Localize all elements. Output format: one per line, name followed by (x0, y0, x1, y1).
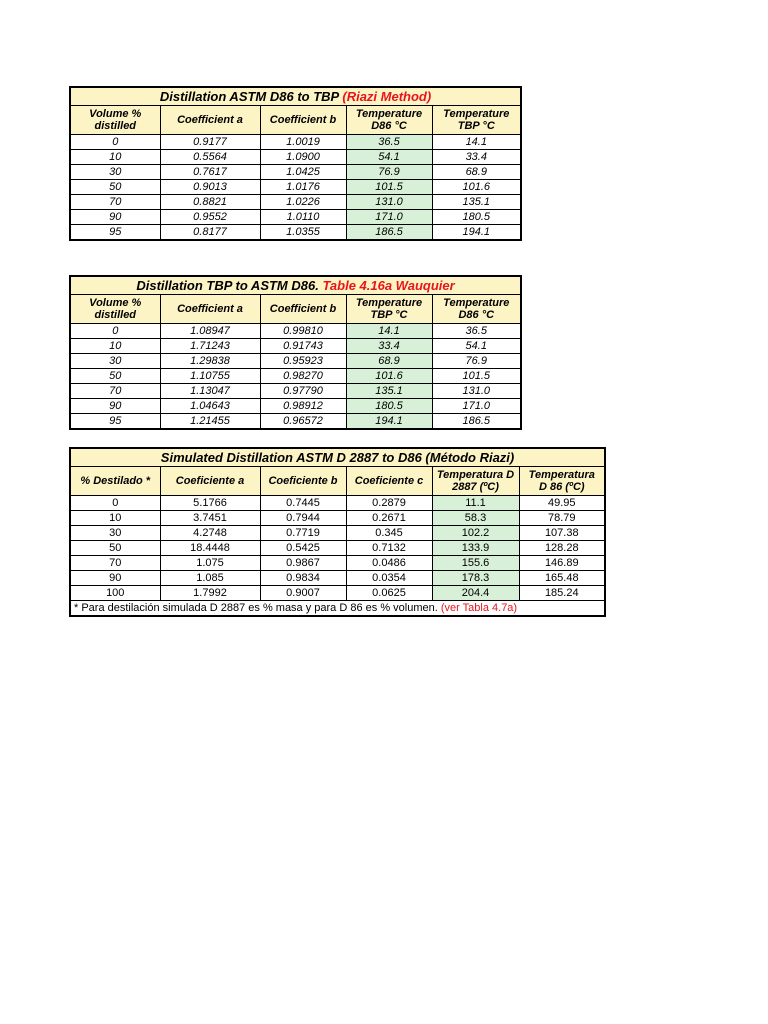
table-cell: 102.2 (432, 526, 519, 541)
table-row (70, 384, 521, 399)
table-row (70, 210, 521, 225)
table-cell: 95 (70, 225, 160, 241)
table-title: Distillation ASTM D86 to TBP (Riazi Method) (70, 87, 521, 106)
table-cell: 1.0226 (260, 195, 346, 210)
table-row (70, 180, 521, 195)
header-row (70, 106, 521, 135)
table-cell: 185.24 (519, 586, 605, 601)
table-cell: 0.5425 (260, 541, 346, 556)
table-row (70, 195, 521, 210)
table-cell: 135.1 (432, 195, 521, 210)
table-cell: 1.0176 (260, 180, 346, 195)
table-cell: 1.29838 (160, 354, 260, 369)
table-cell: 128.28 (519, 541, 605, 556)
table-cell: 14.1 (432, 135, 521, 150)
table-cell: 1.04643 (160, 399, 260, 414)
table-cell: 186.5 (432, 414, 521, 430)
table-cell: 18.4448 (160, 541, 260, 556)
table-cell: 78.79 (519, 511, 605, 526)
table-cell: 30 (70, 526, 160, 541)
table-cell: 146.89 (519, 556, 605, 571)
table-cell: 135.1 (346, 384, 432, 399)
table-body (70, 496, 605, 601)
table-cell: 95 (70, 414, 160, 430)
table-cell: 50 (70, 180, 160, 195)
table-d86-to-tbp (69, 86, 522, 241)
table-cell: 204.4 (432, 586, 519, 601)
table-row (70, 541, 605, 556)
column-header: Coeficiente c (346, 467, 432, 496)
table-cell: 1.71243 (160, 339, 260, 354)
table-cell: 0.2879 (346, 496, 432, 511)
table-cell: 0.95923 (260, 354, 346, 369)
table-cell: 180.5 (346, 399, 432, 414)
table-row (70, 496, 605, 511)
table-cell: 90 (70, 399, 160, 414)
table-cell: 194.1 (432, 225, 521, 241)
column-header: Temperatura D 86 (ºC) (519, 467, 605, 496)
table-row (70, 225, 521, 241)
table-cell: 171.0 (346, 210, 432, 225)
table-cell: 101.5 (346, 180, 432, 195)
table-cell: 101.5 (432, 369, 521, 384)
table-row (70, 135, 521, 150)
table-cell: 1.0019 (260, 135, 346, 150)
table-cell: 100 (70, 586, 160, 601)
table-cell: 0.9007 (260, 586, 346, 601)
column-header: Temperature D86 °C (432, 295, 521, 324)
table-cell: 0 (70, 135, 160, 150)
table-cell: 30 (70, 354, 160, 369)
table-d2887-to-d86 (69, 447, 606, 617)
table-row (70, 399, 521, 414)
table-row (70, 414, 521, 430)
table-row (70, 324, 521, 339)
table-cell: 70 (70, 556, 160, 571)
table-cell: 101.6 (346, 369, 432, 384)
table-cell: 90 (70, 210, 160, 225)
table-row (70, 511, 605, 526)
table-cell: 68.9 (432, 165, 521, 180)
table-cell: 131.0 (432, 384, 521, 399)
table-cell: 0.9013 (160, 180, 260, 195)
table-row (70, 165, 521, 180)
table-row (70, 556, 605, 571)
table-cell: 68.9 (346, 354, 432, 369)
table-cell: 36.5 (432, 324, 521, 339)
table-cell: 1.7992 (160, 586, 260, 601)
table-row (70, 586, 605, 601)
table-cell: 58.3 (432, 511, 519, 526)
table-tbp-to-d86 (69, 275, 522, 430)
table-cell: 1.10755 (160, 369, 260, 384)
table-cell: 0.0354 (346, 571, 432, 586)
table-title: Distillation TBP to ASTM D86. Table 4.16a Wauquier (70, 276, 521, 295)
table-cell: 180.5 (432, 210, 521, 225)
table-cell: 0.98270 (260, 369, 346, 384)
column-header: Temperature TBP °C (346, 295, 432, 324)
column-header: Temperatura D 2887 (ºC) (432, 467, 519, 496)
table-row (70, 354, 521, 369)
table-row (70, 150, 521, 165)
column-header: Coefficient a (160, 295, 260, 324)
table-cell: 0.97790 (260, 384, 346, 399)
table-cell: 165.48 (519, 571, 605, 586)
table-cell: 11.1 (432, 496, 519, 511)
table-cell: 0.5564 (160, 150, 260, 165)
table-cell: 1.21455 (160, 414, 260, 430)
table-cell: 1.0425 (260, 165, 346, 180)
column-header: Coefficient b (260, 295, 346, 324)
table-body (70, 324, 521, 430)
table-cell: 0.91743 (260, 339, 346, 354)
table-cell: 1.0355 (260, 225, 346, 241)
table-cell: 0.345 (346, 526, 432, 541)
table-cell: 14.1 (346, 324, 432, 339)
table-cell: 33.4 (432, 150, 521, 165)
table-row (70, 571, 605, 586)
header-row (70, 295, 521, 324)
column-header: Volume % distilled (70, 295, 160, 324)
table-cell: 178.3 (432, 571, 519, 586)
table-cell: 1.0900 (260, 150, 346, 165)
table-cell: 0.7617 (160, 165, 260, 180)
table-cell: 0.7944 (260, 511, 346, 526)
table-cell: 10 (70, 150, 160, 165)
table-cell: 0 (70, 324, 160, 339)
footnote: * Para destilación simulada D 2887 es % masa y para D 86 es % volumen. (ver Tabla 4.7a) (70, 601, 605, 617)
table-cell: 0.9867 (260, 556, 346, 571)
column-header: Temperature D86 °C (346, 106, 432, 135)
table-cell: 1.13047 (160, 384, 260, 399)
table-cell: 0.98912 (260, 399, 346, 414)
column-header: Coeficiente a (160, 467, 260, 496)
table-cell: 171.0 (432, 399, 521, 414)
table-cell: 0.7445 (260, 496, 346, 511)
table-cell: 5.1766 (160, 496, 260, 511)
table-cell: 10 (70, 511, 160, 526)
table-title: Simulated Distillation ASTM D 2887 to D86 (Método Riazi) (70, 448, 605, 467)
table-cell: 131.0 (346, 195, 432, 210)
table-cell: 4.2748 (160, 526, 260, 541)
table-cell: 50 (70, 541, 160, 556)
table-cell: 0.7719 (260, 526, 346, 541)
footnote-row (70, 601, 605, 617)
table-cell: 0.9552 (160, 210, 260, 225)
table-cell: 101.6 (432, 180, 521, 195)
table-cell: 107.38 (519, 526, 605, 541)
column-header: Volume % distilled (70, 106, 160, 135)
table-cell: 33.4 (346, 339, 432, 354)
table-body (70, 135, 521, 241)
table-cell: 1.085 (160, 571, 260, 586)
table-cell: 194.1 (346, 414, 432, 430)
table-cell: 0.0625 (346, 586, 432, 601)
table-cell: 70 (70, 195, 160, 210)
column-header: % Destilado * (70, 467, 160, 496)
table-cell: 54.1 (432, 339, 521, 354)
table-cell: 76.9 (432, 354, 521, 369)
table-cell: 30 (70, 165, 160, 180)
table-cell: 0.9834 (260, 571, 346, 586)
table-cell: 90 (70, 571, 160, 586)
table-cell: 0 (70, 496, 160, 511)
table-cell: 0.7132 (346, 541, 432, 556)
table-cell: 0.2671 (346, 511, 432, 526)
table-cell: 0.99810 (260, 324, 346, 339)
table-cell: 1.075 (160, 556, 260, 571)
table-cell: 3.7451 (160, 511, 260, 526)
table-cell: 50 (70, 369, 160, 384)
table-cell: 36.5 (346, 135, 432, 150)
table-cell: 76.9 (346, 165, 432, 180)
column-header: Coeficiente b (260, 467, 346, 496)
table-cell: 1.08947 (160, 324, 260, 339)
table-cell: 0.0486 (346, 556, 432, 571)
table-cell: 1.0110 (260, 210, 346, 225)
table-cell: 133.9 (432, 541, 519, 556)
table-row (70, 369, 521, 384)
table-cell: 0.8821 (160, 195, 260, 210)
table-cell: 0.9177 (160, 135, 260, 150)
column-header: Coefficient a (160, 106, 260, 135)
table-cell: 0.8177 (160, 225, 260, 241)
column-header: Temperature TBP °C (432, 106, 521, 135)
table-cell: 10 (70, 339, 160, 354)
table-cell: 0.96572 (260, 414, 346, 430)
column-header: Coefficient b (260, 106, 346, 135)
table-cell: 54.1 (346, 150, 432, 165)
table-row (70, 339, 521, 354)
table-cell: 70 (70, 384, 160, 399)
table-cell: 49.95 (519, 496, 605, 511)
table-cell: 155.6 (432, 556, 519, 571)
table-row (70, 526, 605, 541)
table-cell: 186.5 (346, 225, 432, 241)
header-row (70, 467, 605, 496)
